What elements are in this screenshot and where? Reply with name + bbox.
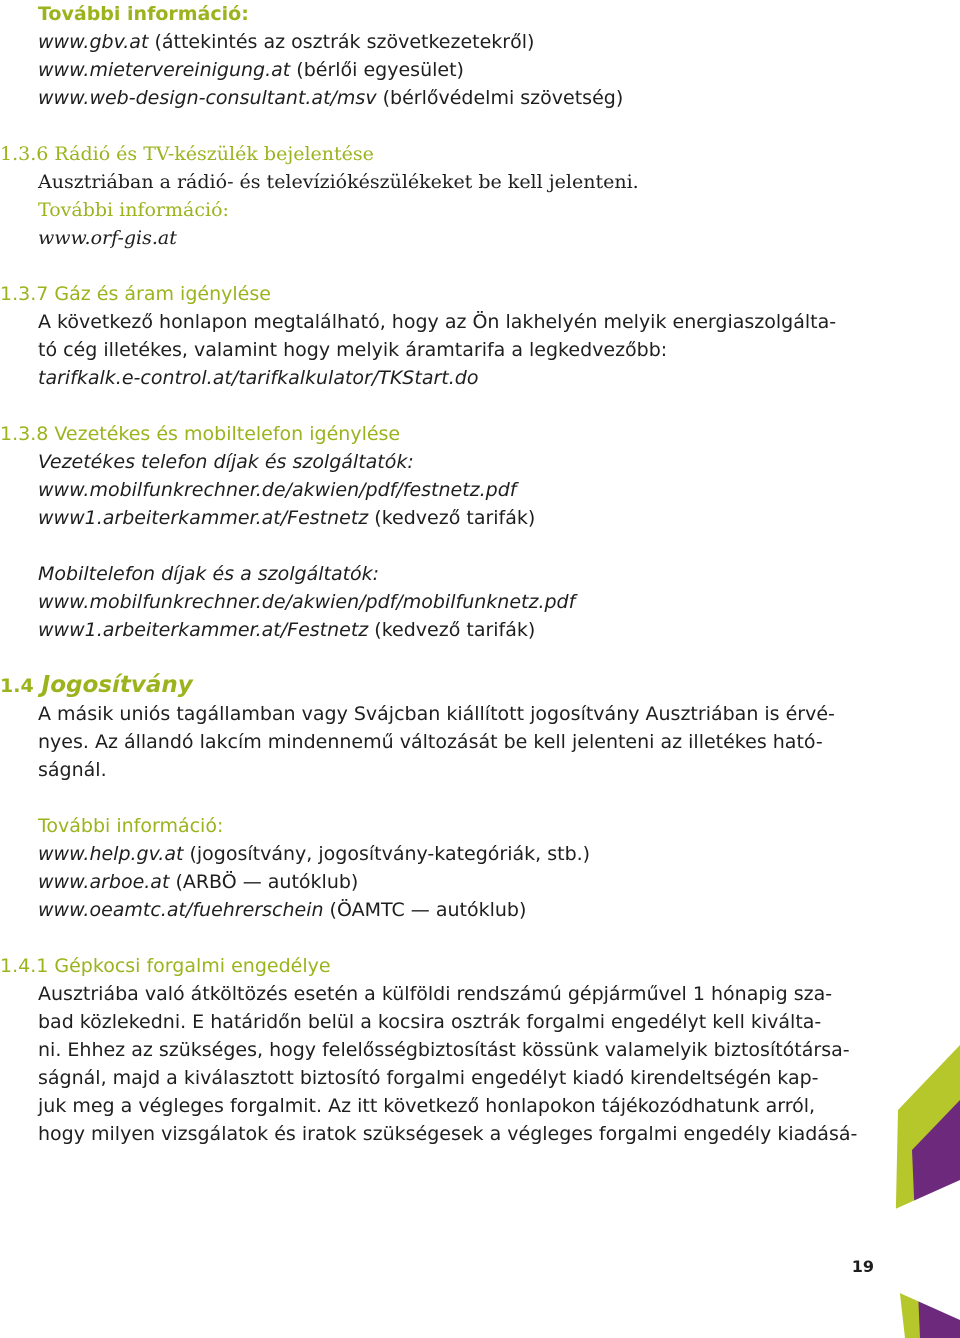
section-title: Vezetékes és mobiltelefon igénylése: [48, 423, 401, 445]
section-number: 1.3.6: [0, 143, 49, 165]
section-title: Jogosítvány: [33, 672, 193, 698]
more-info-heading: További információ:: [38, 815, 224, 837]
link-url[interactable]: www.help.gv.at: [38, 843, 184, 865]
section-number: 1.4: [0, 675, 34, 697]
section-number: 1.3.7: [0, 283, 49, 305]
link-note: (jogosítvány, jogosítvány-kategóriák, stb.): [183, 843, 591, 865]
link-url[interactable]: www.web-design-consultant.at/msv: [38, 87, 377, 109]
body-line: ságnál.: [38, 759, 107, 781]
body-line: nyes. Az állandó lakcím mindennemű változását be kell jelenteni az illetékes ható-: [38, 731, 823, 753]
body-line: juk meg a végleges forgalmit. Az itt következő honlapokon tájékozódhatunk arról,: [38, 1095, 816, 1117]
link-url[interactable]: www.mietervereinigung.at: [38, 59, 291, 81]
more-info-heading: További információ:: [38, 3, 249, 25]
section-number: 1.3.8: [0, 423, 49, 445]
link-url[interactable]: www.gbv.at: [38, 31, 149, 53]
link-url[interactable]: www.oeamtc.at/fuehrerschein: [38, 899, 324, 921]
link-url[interactable]: www1.arbeiterkammer.at/Festnetz: [38, 507, 369, 529]
body-line: bad közlekedni. E határidőn belül a kocsira osztrák forgalmi engedélyt kell kiválta-: [38, 1011, 822, 1033]
link-url[interactable]: www1.arbeiterkammer.at/Festnetz: [38, 619, 369, 641]
body-line: tó cég illetékes, valamint hogy melyik áramtarifa a legkedvezőbb:: [38, 339, 668, 361]
body-line: Ausztriába való átköltözés esetén a külföldi rendszámú gépjárművel 1 hónapig sza-: [38, 983, 833, 1005]
link-url[interactable]: www.mobilfunkrechner.de/akwien/pdf/festnetz.pdf: [38, 479, 517, 501]
page-number: 19: [851, 1257, 874, 1276]
section-number: 1.4.1: [0, 955, 49, 977]
section-title: Rádió és TV-készülék bejelentése: [48, 143, 374, 165]
link-url[interactable]: tarifkalk.e-control.at/tarifkalkulator/TKStart.do: [38, 367, 479, 389]
body-line: A következő honlapon megtalálható, hogy az Ön lakhelyén melyik energiaszolgálta-: [38, 311, 837, 333]
link-note: (áttekintés az osztrák szövetkezetekről): [148, 31, 535, 53]
link-url[interactable]: www.orf-gis.at: [38, 227, 177, 249]
body-line: hogy milyen vizsgálatok és iratok szükségesek a végleges forgalmi engedély kiadásá-: [38, 1123, 858, 1145]
subheading-mobile: Mobiltelefon díjak és a szolgáltatók:: [38, 563, 380, 585]
link-note: (bérlővédelmi szövetség): [376, 87, 624, 109]
link-note: (ARBÖ — autóklub): [169, 871, 359, 893]
more-info-heading: További információ:: [38, 199, 229, 221]
body-line: A másik uniós tagállamban vagy Svájcban kiállított jogosítvány Ausztriában is érvé-: [38, 703, 835, 725]
subheading-landline: Vezetékes telefon díjak és szolgáltatók:: [38, 451, 414, 473]
link-note: (kedvező tarifák): [368, 619, 536, 641]
body-line: ni. Ehhez az szükséges, hogy felelősségbiztosítást kössünk valamelyik biztosítótársa-: [38, 1039, 850, 1061]
link-note: (bérlői egyesület): [290, 59, 464, 81]
link-url[interactable]: www.arboe.at: [38, 871, 170, 893]
body-text: Ausztriában a rádió- és televíziókészülékeket be kell jelenteni.: [38, 171, 639, 193]
link-url[interactable]: www.mobilfunkrechner.de/akwien/pdf/mobilfunknetz.pdf: [38, 591, 576, 613]
section-title: Gáz és áram igénylése: [48, 283, 271, 305]
body-line: ságnál, majd a kiválasztott biztosító forgalmi engedélyt kiadó kirendeltségén kap-: [38, 1067, 819, 1089]
link-note: (kedvező tarifák): [368, 507, 536, 529]
link-note: (ÖAMTC — autóklub): [323, 899, 527, 921]
section-title: Gépkocsi forgalmi engedélye: [48, 955, 331, 977]
